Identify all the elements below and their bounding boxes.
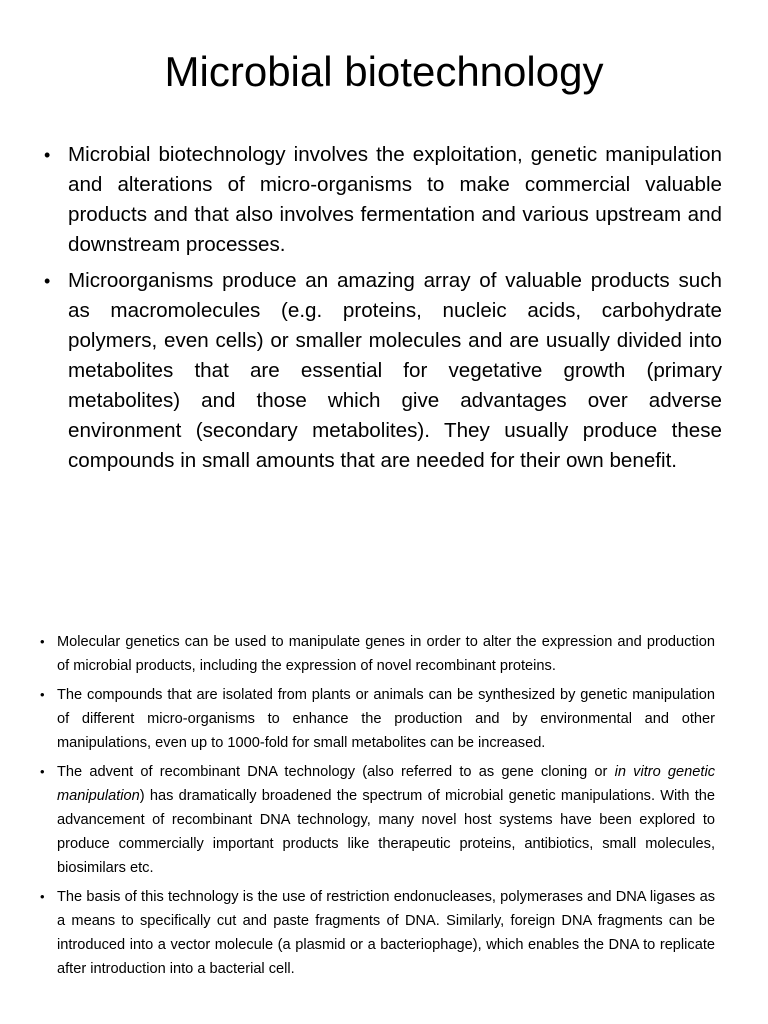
bullet-item bbox=[40, 683, 715, 755]
bullet-list bbox=[44, 140, 722, 482]
bullet-text: The basis of this technology is the use of restriction endonucleases, polymerases and DNA ligases as a means to specifically cut and paste fragments of DNA. Similarly, foreign DNA fragments can be introduced into a vector molecule (a plasmid or a bacteriophage), which enables the DNA to replicate after introduction into a bacterial cell. bbox=[57, 889, 715, 977]
bullet-text-italic: in vitro genetic manipulation bbox=[57, 764, 715, 804]
bullet-text: The compounds that are isolated from plants or animals can be synthesized by genetic manipulation of different micro-organisms to enhance the production and by environmental and other manipulations, even up to 1000-fold for small metabolites can be increased. bbox=[57, 687, 715, 751]
bullet-dot-icon: • bbox=[44, 271, 51, 291]
bullet-item bbox=[40, 630, 715, 678]
bullet-dot-icon: • bbox=[40, 687, 45, 702]
bullet-dot-icon: • bbox=[40, 764, 45, 779]
bullet-dot-icon: • bbox=[44, 145, 51, 165]
bullet-text: Molecular genetics can be used to manipulate genes in order to alter the expression and production of microbial products, including the expression of novel recombinant proteins. bbox=[57, 634, 715, 674]
bullet-dot-icon: • bbox=[40, 634, 45, 649]
bullet-item bbox=[44, 266, 722, 476]
bullet-item bbox=[44, 140, 722, 260]
bullet-text: Microbial biotechnology involves the exploitation, genetic manipulation and alterations of micro-organisms to make commercial valuable products and that also involves fermentation and various upstream and downstream processes. bbox=[68, 143, 722, 256]
bullet-text-pre: The advent of recombinant DNA technology (also referred to as gene cloning or bbox=[57, 764, 615, 780]
slide-title: Microbial biotechnology bbox=[164, 48, 604, 95]
bullet-dot-icon: • bbox=[40, 889, 45, 904]
bullet-text-post: ) has dramatically broadened the spectrum of microbial genetic manipulations. With the advancement of recombinant DNA technology, many novel host systems have been explored to produce commercially important products like therapeutic proteins, antibiotics, small molecules, biosimilars etc. bbox=[57, 788, 715, 876]
bullet-item bbox=[40, 760, 715, 880]
slide-2 bbox=[0, 576, 768, 1024]
bullet-item bbox=[40, 885, 715, 981]
bullet-text: Microorganisms produce an amazing array of valuable products such as macromolecules (e.g. proteins, nucleic acids, carbohydrate polymers, even cells) or smaller molecules and are usually divided into metabolites that are essential for vegetative growth (primary metabolites) and those which give advantages over adverse environment (secondary metabolites). They usually produce these compounds in small amounts that are needed for their own benefit. bbox=[68, 269, 722, 472]
bullet-list bbox=[40, 630, 715, 986]
